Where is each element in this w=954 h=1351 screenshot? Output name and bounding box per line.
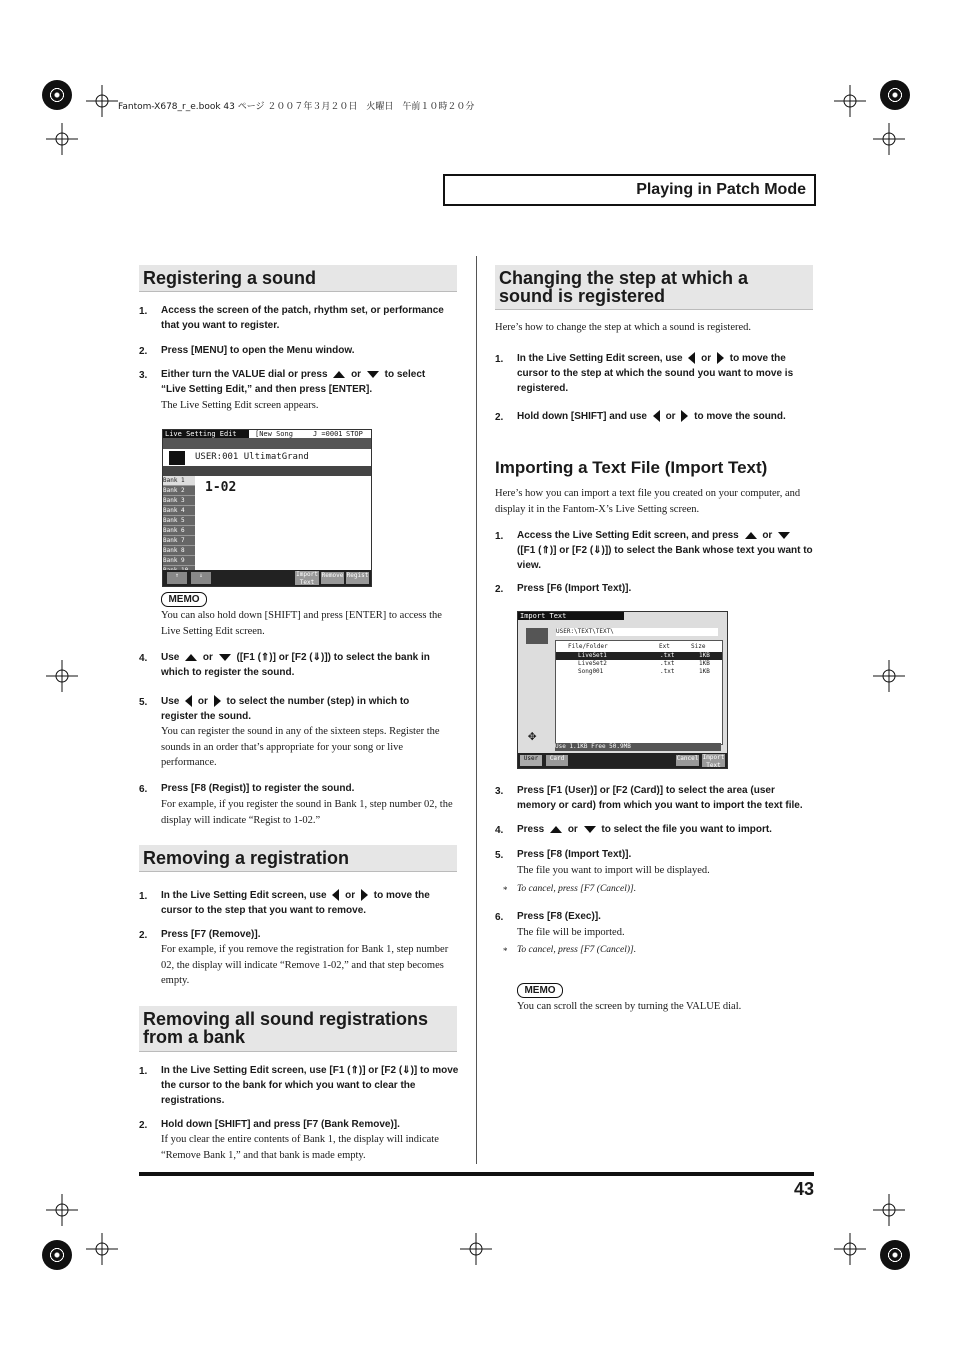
step-text	[517, 822, 815, 837]
step-text: Press [MENU] to open the Menu window.	[161, 345, 355, 356]
step-text-part: ([F1 (⇑)] or [F2 (⇓)]) to select the Bank whose text you want to view.	[517, 545, 813, 571]
chapter-header	[443, 174, 816, 206]
file-row	[556, 660, 722, 668]
screen-tempo: J =0001	[313, 430, 343, 438]
step-text-part: Access the Live Setting Edit screen, and press	[517, 530, 739, 541]
step-number: 5.	[139, 697, 148, 708]
step-text: Press [F8 (Regist)] to register the sound.	[161, 783, 355, 794]
step-text: In the Live Setting Edit screen, use [F1 (⇑)] or [F2 (⇓)] to move the cursor to the bank for which you want to clear the registrations.	[161, 1065, 459, 1106]
memo-badge: MEMO	[517, 983, 563, 998]
up-arrow-icon: ⇑	[167, 572, 187, 584]
step-text	[161, 888, 459, 918]
file-size: 1KB	[699, 660, 710, 667]
bank-item: Bank 5	[163, 516, 195, 526]
or-text: or	[345, 890, 356, 901]
step-number: 6.	[495, 912, 504, 923]
step-text: Press [F8 (Exec)].	[517, 911, 601, 922]
step-text	[161, 694, 459, 724]
cursor-right-icon	[717, 352, 724, 364]
file-row-selected	[556, 652, 722, 660]
cursor-left-icon	[332, 889, 339, 901]
step-text-part: cursor to the step that you want to remove.	[161, 905, 367, 916]
step-note: To cancel, press [F7 (Cancel)].	[517, 884, 637, 894]
step-text-part: In the Live Setting Edit screen, use	[161, 890, 327, 901]
section-title: Changing the step at which a sound is registered	[499, 268, 749, 306]
cursor-up-icon	[745, 532, 757, 539]
section-title-importing: Importing a Text File (Import Text)	[495, 458, 768, 477]
bank-item: Bank 1	[163, 476, 195, 486]
user-button: User	[520, 755, 542, 766]
cursor-left-icon	[653, 410, 660, 422]
cursor-down-icon	[367, 371, 379, 378]
section-title: Removing a registration	[143, 848, 350, 868]
or-text: or	[665, 411, 676, 422]
step-body: The file will be imported.	[517, 927, 625, 938]
note-star: *	[503, 885, 508, 895]
import-text-button: Import Text	[296, 571, 318, 586]
or-text: or	[701, 353, 712, 364]
step-text-part: Use	[161, 696, 180, 707]
step-body: If you clear the entire contents of Bank 1, the display will indicate “Remove Bank 1,” and that bank is made empty.	[161, 1134, 439, 1161]
bank-list	[163, 476, 195, 570]
step-text-part: “Live Setting Edit,” and then press [ENTER].	[161, 384, 373, 395]
step-text: Hold down [SHIFT] and press [F7 (Bank Remove)].	[161, 1119, 400, 1130]
section-title: Registering a sound	[143, 268, 317, 288]
file-ext: .txt	[660, 668, 675, 675]
step-text	[517, 409, 815, 424]
bank-item: Bank 6	[163, 526, 195, 536]
cursor-right-icon	[361, 889, 368, 901]
section-intro: Here’s how you can import a text file you created on your computer, and display it in the Fantom-X’s Live Setting screen.	[495, 488, 801, 515]
step-note: To cancel, press [F7 (Cancel)].	[517, 945, 637, 955]
step-text-part: to select the file you want to import.	[601, 824, 772, 835]
step-body: The Live Setting Edit screen appears.	[161, 400, 319, 411]
step-number: 4.	[495, 825, 504, 836]
cursor-cross-icon: ✥	[528, 728, 537, 744]
section-removing	[139, 845, 457, 872]
step-text-part: to move the sound.	[694, 411, 786, 422]
file-row	[556, 668, 722, 676]
import-text-button: Import Text	[702, 754, 725, 769]
footer-rule	[139, 1172, 814, 1176]
cancel-button: Cancel	[676, 755, 699, 766]
or-text: or	[202, 652, 213, 663]
col-file-header: File/Folder	[568, 643, 608, 650]
step-text-part: to move the	[729, 353, 786, 364]
or-text: or	[567, 824, 578, 835]
step-number: 1.	[139, 891, 148, 902]
step-number: 1.	[495, 354, 504, 365]
step-number: 3.	[495, 786, 504, 797]
or-text: or	[197, 696, 208, 707]
cursor-down-icon	[778, 532, 790, 539]
page-number: 43	[793, 1179, 814, 1199]
screen-path: USER:\TEXT\TEXT\	[556, 628, 718, 636]
step-number: 5.	[495, 850, 504, 861]
memo-text: You can also hold down [SHIFT] and press [ENTER] to access the Live Setting Edit screen.	[161, 610, 442, 637]
screen-stop: STOP	[346, 430, 363, 438]
bank-item: Bank 7	[163, 536, 195, 546]
step-text-part: cursor to the step at which the sound you want to move is registered.	[517, 368, 794, 394]
step-text	[517, 528, 815, 573]
screen-user: USER:001 UltimatGrand	[195, 452, 309, 462]
step-text-part: to move the	[373, 890, 430, 901]
step-text: Press [F6 (Import Text)].	[517, 583, 632, 594]
cursor-up-icon	[185, 654, 197, 661]
step-text-part: Use	[161, 652, 180, 663]
step-text-part: Hold down [SHIFT] and use	[517, 411, 647, 422]
cursor-left-icon	[688, 352, 695, 364]
screen-step-bar	[163, 466, 371, 476]
screen-step-big: 1-02	[205, 480, 237, 495]
step-body: For example, if you register the sound in Bank 1, step number 02, the display will indicate “Regist to 1-02.”	[161, 799, 453, 826]
step-text-part: Either turn the VALUE dial or press	[161, 369, 328, 380]
step-number: 4.	[139, 653, 148, 664]
screen-title-bar: Import Text	[518, 612, 624, 620]
chapter-title: Playing in Patch Mode	[636, 181, 806, 198]
import-text-screen	[517, 611, 728, 769]
step-number: 1.	[139, 1066, 148, 1077]
step-text-part: In the Live Setting Edit screen, use	[517, 353, 683, 364]
step-text	[517, 351, 815, 396]
step-number: 2.	[495, 584, 504, 595]
file-size: 1KB	[699, 668, 710, 675]
file-list	[555, 640, 723, 745]
note-star: *	[503, 946, 508, 956]
bank-item: Bank 8	[163, 546, 195, 556]
bank-item: Bank 9	[163, 556, 195, 566]
folder-icon	[526, 628, 548, 644]
regist-button: Regist	[346, 572, 369, 584]
step-text: Press [F1 (User)] or [F2 (Card)] to select the area (user memory or card) from which you want to import the text file.	[517, 785, 803, 811]
file-name: LiveSet1	[578, 652, 607, 659]
col-ext-header: Ext	[659, 643, 670, 650]
bank-item: Bank 2	[163, 486, 195, 496]
step-body: The file you want to import will be displayed.	[517, 865, 710, 876]
step-text	[161, 367, 459, 397]
cursor-right-icon	[681, 410, 688, 422]
step-number: 3.	[139, 370, 148, 381]
file-ext: .txt	[660, 652, 675, 659]
cursor-up-icon	[333, 371, 345, 378]
section-title: Removing all sound registrations from a bank	[143, 1009, 429, 1047]
memo-text: You can scroll the screen by turning the VALUE dial.	[517, 1001, 742, 1012]
file-name: LiveSet2	[578, 660, 607, 667]
step-number: 2.	[495, 412, 504, 423]
screen-sub-bar	[163, 438, 371, 449]
screen-status: Use 1.1KB Free 50.9MB	[555, 743, 721, 751]
card-button: Card	[546, 755, 568, 766]
down-arrow-icon: ⇓	[191, 572, 211, 584]
section-intro: Here’s how to change the step at which a sound is registered.	[495, 322, 752, 333]
file-name: Song001	[578, 668, 604, 675]
or-text: or	[351, 369, 362, 380]
screen-title-bar: Live Setting Edit	[163, 430, 249, 438]
screen-song: [New Song	[255, 430, 293, 438]
or-text: or	[762, 530, 773, 541]
keyboard-icon	[169, 451, 185, 465]
step-body: For example, if you remove the registration for Bank 1, step number 02, the display will indicate “Remove 1-02,” and that step becomes empty.	[161, 944, 449, 986]
bank-item: Bank 3	[163, 496, 195, 506]
step-text: Access the screen of the patch, rhythm set, or performance that you want to register.	[161, 305, 444, 331]
live-setting-edit-screen	[162, 429, 372, 587]
step-text	[161, 650, 459, 680]
step-text-part: register the sound.	[161, 711, 252, 722]
cursor-up-icon	[550, 826, 562, 833]
memo-badge: MEMO	[161, 592, 207, 607]
section-registering	[139, 265, 457, 292]
file-info-line: Fantom-X678_r_e.book 43 ページ ２００７年３月２０日 火曜日 午前１０時２０分	[118, 102, 475, 112]
file-size: 1KB	[699, 652, 710, 659]
bank-item: Bank 4	[163, 506, 195, 516]
step-text-part: Press	[517, 824, 545, 835]
cursor-left-icon	[185, 695, 192, 707]
section-changing	[495, 265, 813, 310]
step-text-part: to select the number (step) in which to	[226, 696, 410, 707]
step-number: 1.	[495, 531, 504, 542]
file-ext: .txt	[660, 660, 675, 667]
step-body: You can register the sound in any of the sixteen steps. Register the sounds in an order that’s appropriate for your song or live performance.	[161, 726, 440, 768]
step-text: Press [F8 (Import Text)].	[517, 849, 632, 860]
column-divider	[476, 256, 477, 1164]
step-number: 2.	[139, 930, 148, 941]
step-text-part: ([F1 (⇑)] or [F2 (⇓)]) to select the bank in which to register the sound.	[161, 652, 430, 678]
cursor-down-icon	[219, 654, 231, 661]
remove-button: Remove	[321, 572, 344, 584]
step-text: Press [F7 (Remove)].	[161, 929, 261, 940]
col-size-header: Size	[691, 643, 706, 650]
step-number: 2.	[139, 346, 148, 357]
section-removing-all	[139, 1006, 457, 1052]
step-number: 2.	[139, 1120, 148, 1131]
step-number: 6.	[139, 784, 148, 795]
cursor-right-icon	[214, 695, 221, 707]
step-number: 1.	[139, 306, 148, 317]
step-text-part: to select	[384, 369, 426, 380]
cursor-down-icon	[584, 826, 596, 833]
